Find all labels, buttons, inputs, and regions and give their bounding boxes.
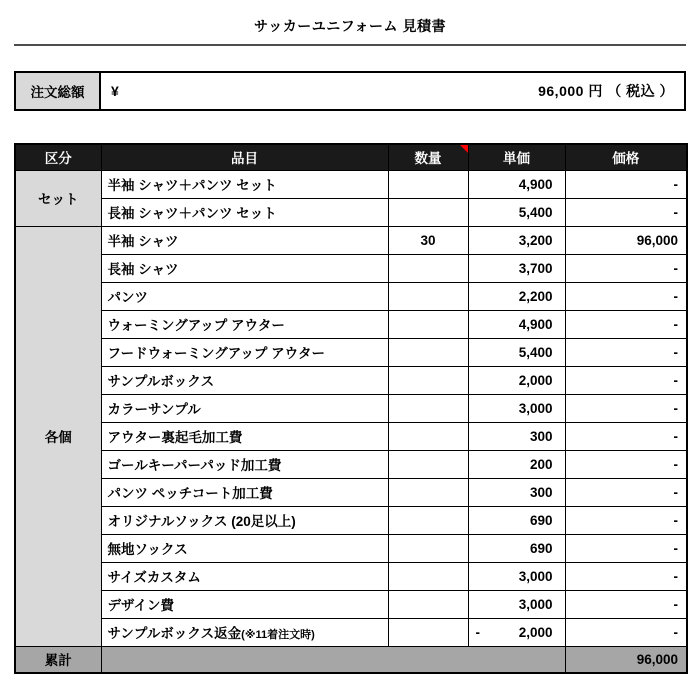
price-cell: - xyxy=(565,366,687,394)
price-cell: - xyxy=(565,562,687,590)
unit-price-cell xyxy=(468,618,565,646)
item-cell: 無地ソックス xyxy=(101,534,388,562)
currency-symbol: ¥ xyxy=(111,83,119,99)
title-divider xyxy=(14,44,686,46)
price-cell: - xyxy=(565,422,687,450)
item-cell: サイズカスタム xyxy=(101,562,388,590)
unit-price-cell: 3,000 xyxy=(468,562,565,590)
order-total-label: 注文総額 xyxy=(16,73,101,109)
unit-price-cell: 2,200 xyxy=(468,282,565,310)
unit-price-cell: 4,900 xyxy=(468,310,565,338)
table-row xyxy=(15,422,687,450)
quantity-cell xyxy=(388,506,468,534)
item-cell: 半袖 シャツ xyxy=(101,226,388,254)
item-cell: 長袖 シャツ xyxy=(101,254,388,282)
item-cell: デザイン費 xyxy=(101,590,388,618)
table-row xyxy=(15,590,687,618)
table-row xyxy=(15,450,687,478)
quantity-cell xyxy=(388,394,468,422)
header-unit-price: 単価 xyxy=(468,144,565,170)
quantity-cell xyxy=(388,366,468,394)
table-row xyxy=(15,254,687,282)
table-row xyxy=(15,478,687,506)
table-header-row xyxy=(15,144,687,170)
item-cell: 半袖 シャツ＋パンツ セット xyxy=(101,170,388,198)
item-cell: サンプルボックス返金(※11着注文時) xyxy=(101,618,388,646)
unit-price-value: 2,000 xyxy=(518,624,553,640)
quantity-cell xyxy=(388,422,468,450)
unit-price-cell: 5,400 xyxy=(468,198,565,226)
quantity-cell xyxy=(388,450,468,478)
price-cell: - xyxy=(565,338,687,366)
price-cell: - xyxy=(565,506,687,534)
header-item: 品目 xyxy=(101,144,388,170)
unit-price-cell: 300 xyxy=(468,422,565,450)
quantity-cell xyxy=(388,254,468,282)
item-cell: ゴールキーパーパッド加工費 xyxy=(101,450,388,478)
category-cell: セット xyxy=(15,170,101,226)
price-cell: - xyxy=(565,618,687,646)
item-cell: サンプルボックス xyxy=(101,366,388,394)
quantity-cell xyxy=(388,590,468,618)
unit-price-cell: 300 xyxy=(468,478,565,506)
total-row xyxy=(15,646,687,673)
item-cell: アウター裏起毛加工費 xyxy=(101,422,388,450)
table-row xyxy=(15,338,687,366)
unit-price-cell: 4,900 xyxy=(468,170,565,198)
quantity-cell: 30 xyxy=(388,226,468,254)
price-cell: - xyxy=(565,254,687,282)
item-cell: ウォーミングアップ アウター xyxy=(101,310,388,338)
item-cell: パンツ ペッチコート加工費 xyxy=(101,478,388,506)
unit-price-cell: 200 xyxy=(468,450,565,478)
quantity-cell xyxy=(388,338,468,366)
header-quantity xyxy=(388,144,468,170)
table-row xyxy=(15,506,687,534)
category-cell: 各個 xyxy=(15,226,101,646)
unit-price-cell: 3,000 xyxy=(468,394,565,422)
order-total-box xyxy=(14,71,686,111)
quantity-cell xyxy=(388,478,468,506)
comment-marker-icon xyxy=(460,145,468,153)
item-cell: パンツ xyxy=(101,282,388,310)
item-cell: カラーサンプル xyxy=(101,394,388,422)
item-cell: フードウォーミングアップ アウター xyxy=(101,338,388,366)
price-cell: - xyxy=(565,198,687,226)
unit-price-cell: 690 xyxy=(468,534,565,562)
price-cell: - xyxy=(565,450,687,478)
total-spacer-cell xyxy=(101,646,565,673)
item-cell: 長袖 シャツ＋パンツ セット xyxy=(101,198,388,226)
unit-price-cell: 5,400 xyxy=(468,338,565,366)
price-cell: - xyxy=(565,534,687,562)
price-cell: - xyxy=(565,170,687,198)
price-cell: - xyxy=(565,282,687,310)
total-price-cell: 96,000 xyxy=(565,646,687,673)
price-cell: - xyxy=(565,394,687,422)
table-row xyxy=(15,562,687,590)
quotation-table xyxy=(14,143,688,674)
item-note: (※11着注文時) xyxy=(241,629,315,641)
table-row xyxy=(15,226,687,254)
header-quantity-label: 数量 xyxy=(414,151,442,167)
table-row xyxy=(15,394,687,422)
table-row xyxy=(15,170,687,198)
table-row xyxy=(15,198,687,226)
unit-price-cell: 2,000 xyxy=(468,366,565,394)
page-title: サッカーユニフォーム 見積書 xyxy=(254,18,446,34)
quantity-cell xyxy=(388,534,468,562)
order-total-amount: 96,000 円 （ 税込 ） xyxy=(538,83,674,99)
quantity-cell xyxy=(388,282,468,310)
table-row xyxy=(15,282,687,310)
negative-amount xyxy=(469,625,553,640)
quantity-cell xyxy=(388,170,468,198)
header-price: 価格 xyxy=(565,144,687,170)
quantity-cell xyxy=(388,310,468,338)
table-row xyxy=(15,310,687,338)
unit-price-cell: 3,200 xyxy=(468,226,565,254)
unit-price-cell: 3,000 xyxy=(468,590,565,618)
total-label-cell: 累計 xyxy=(15,646,101,673)
quantity-cell xyxy=(388,198,468,226)
quantity-cell xyxy=(388,618,468,646)
table-row xyxy=(15,534,687,562)
price-cell: 96,000 xyxy=(565,226,687,254)
header-category: 区分 xyxy=(15,144,101,170)
price-cell: - xyxy=(565,310,687,338)
quote-table-body xyxy=(15,170,687,646)
unit-price-cell: 690 xyxy=(468,506,565,534)
table-row xyxy=(15,618,687,646)
order-total-value-cell xyxy=(101,73,684,109)
table-row xyxy=(15,366,687,394)
price-cell: - xyxy=(565,478,687,506)
minus-sign: - xyxy=(475,624,480,640)
unit-price-cell: 3,700 xyxy=(468,254,565,282)
quantity-cell xyxy=(388,562,468,590)
price-cell: - xyxy=(565,590,687,618)
item-cell: オリジナルソックス (20足以上) xyxy=(101,506,388,534)
